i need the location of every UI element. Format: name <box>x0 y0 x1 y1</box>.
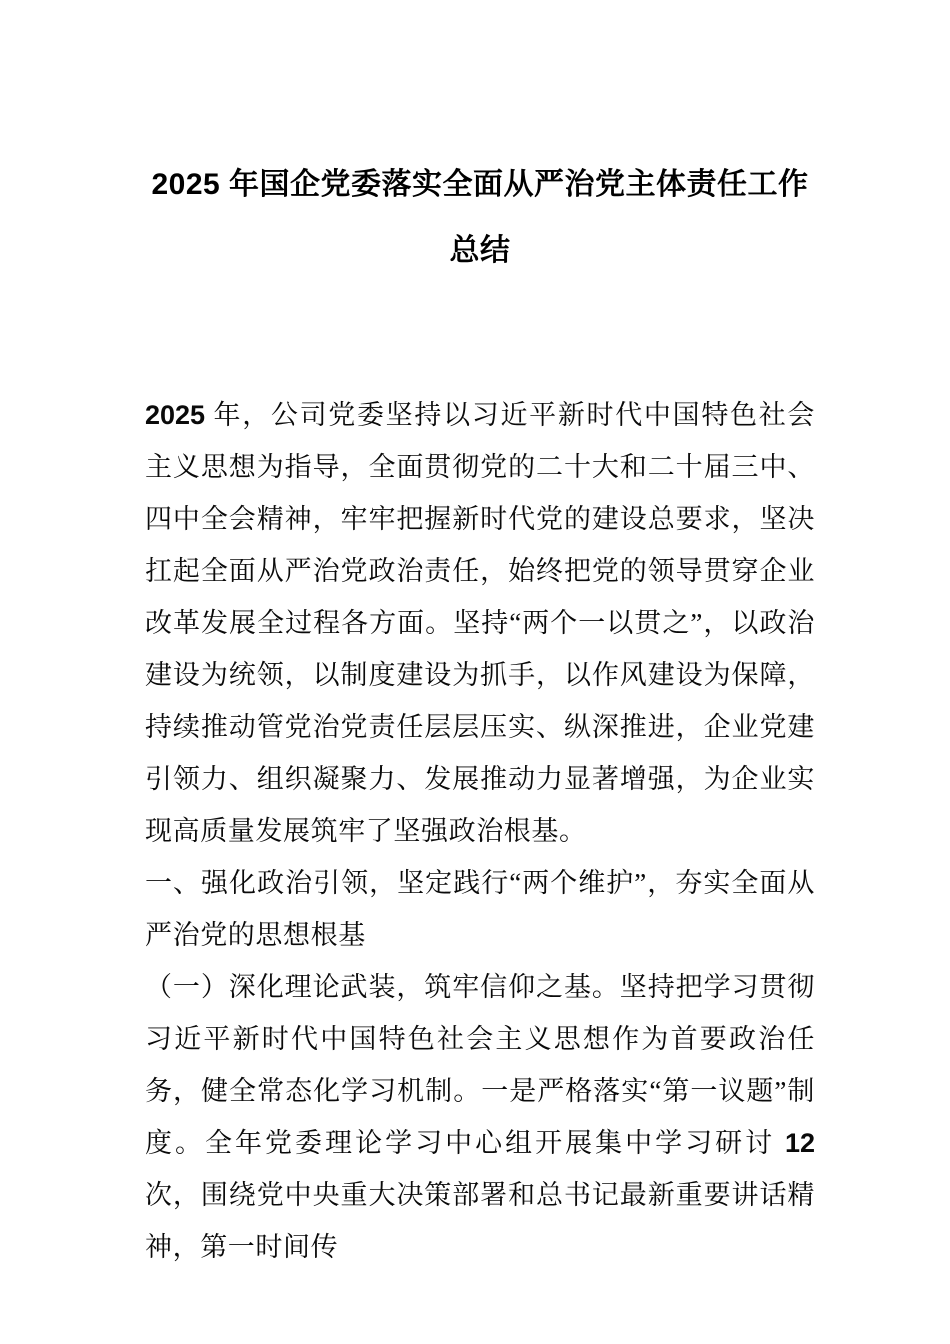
page-title <box>145 0 815 284</box>
subsection-one-one-text-after: 次，围绕党中央重大决策部署和总书记最新重要讲话精神，第一时间传 <box>145 1180 815 1262</box>
subsection-one-one <box>145 961 815 1273</box>
opening-paragraph-text: 年，公司党委坚持以习近平新时代中国特色社会主义思想为指导，全面贯彻党的二十大和二十届三中、四中全会精神，牢牢把握新时代党的建设总要求，坚决扛起全面从严治党政治责任，始终把党的领导贯穿企业改革发展全过程各方面。坚持“两个一以贯之”，以政治建设为统领，以制度建设为抓手，以作风建设为保障，持续推动管党治党责任层层压实、纵深推进，企业党建引领力、组织凝聚力、发展推动力显著增强，为企业实现高质量发展筑牢了坚强政治根基。 <box>145 400 815 846</box>
opening-paragraph <box>145 389 815 857</box>
section-heading-one: 一、强化政治引领，坚定践行“两个维护”，夯实全面从严治党的思想根基 <box>145 868 815 950</box>
page-title-year: 2025 <box>151 168 221 201</box>
subsection-one-one-count: 12 <box>784 1128 815 1158</box>
page-title-rest: 年国企党委落实全面从严治党主体责任工作总结 <box>220 168 809 267</box>
opening-paragraph-year: 2025 <box>145 400 206 430</box>
subsection-one-one-text-before: （一）深化理论武装，筑牢信仰之基。坚持把学习贯彻习近平新时代中国特色社会主义思想作为首要政治任务，健全常态化学习机制。一是严格落实“第一议题”制度。全年党委理论学习中心组开展集中学习研讨 <box>145 972 815 1158</box>
document-body <box>145 0 815 1273</box>
